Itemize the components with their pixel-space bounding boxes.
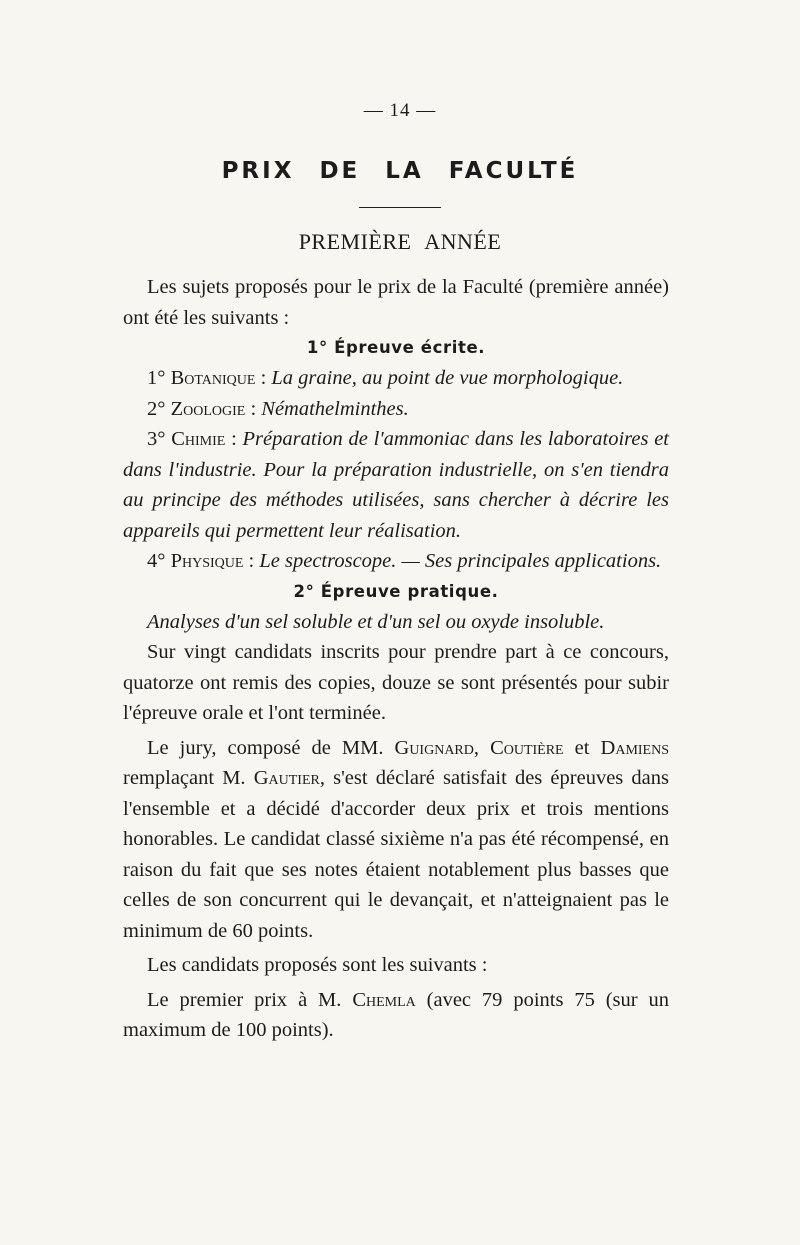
subject-topic: Némathelminthes. [261, 397, 409, 420]
subject-item [123, 394, 669, 425]
proposes-paragraph: Les candidats proposés sont les suivants : [147, 954, 488, 976]
subject-number: 2° [147, 397, 166, 420]
subject-topic: Préparation de l'ammoniac dans les laboratoires et dans l'industrie. Pour la préparation industrielle, on s'en tiendra au principe des méthodes utilisées, sans chercher à décrire les appareils qui permettent leur réalisation. [123, 428, 670, 542]
page-number: — 14 — [363, 100, 437, 121]
epreuve-ecrite-heading: 1° Épreuve écrite. [306, 338, 486, 357]
subject-topic: Le spectroscope. — Ses principales applications. [259, 550, 662, 572]
subject-separator: : [245, 397, 262, 420]
body-text [123, 272, 669, 1046]
intro-paragraph: Les sujets proposés pour le prix de la Faculté (première année) ont été les suivants : [123, 276, 669, 329]
subject-number: 4° [147, 550, 166, 572]
laureate-name: Chemla [352, 988, 416, 1011]
subject-separator: : [243, 550, 260, 572]
subject-item [123, 424, 669, 546]
jury-text-start: Le jury, composé de MM. [147, 736, 395, 759]
jury-separator: , [473, 736, 491, 759]
prix-text-end: (avec 79 points 75 (sur un maximum de 100 points). [123, 988, 669, 1041]
title-divider [359, 207, 441, 208]
epreuve-pratique-heading: 2° Épreuve pratique. [293, 581, 499, 601]
jury-separator: et [563, 736, 601, 759]
subject-name: Zoologie [170, 397, 246, 420]
subject-name: Chimie [171, 428, 226, 450]
jury-text-end: , s'est déclaré satisfait des épreuves dans l'ensemble et a décidé d'accorder deux prix et trois mentions honorables. Le candidat classé sixième n'a pas été récompensé, en raison du fait que ses notes étaient notablement plus basses que celles de son concurrent qui le devançait, et n'atteignaient pas le minimum de 60 points. [123, 767, 669, 942]
premier-prix-paragraph [123, 985, 669, 1046]
section-heading: PREMIÈRE ANNÉE [298, 229, 502, 254]
jury-member-name: Damiens [600, 736, 670, 759]
subject-name: Physique [170, 550, 244, 572]
subject-number: 3° [147, 428, 166, 450]
page-title: PRIX DE LA FACULTÉ [221, 158, 579, 184]
prix-text-start: Le premier prix à M. [147, 988, 353, 1011]
subject-topic: La graine, au point de vue morphologique. [271, 367, 624, 389]
jury-member-name: Guignard [394, 736, 474, 759]
subject-separator: : [255, 367, 272, 389]
candidats-paragraph: Sur vingt candidats inscrits pour prendre part à ce concours, quatorze ont remis des copies, douze se sont présentés pour subir l'épreuve orale et l'ont terminée. [123, 641, 669, 724]
jury-text-mid: remplaçant M. [123, 767, 254, 789]
subject-separator: : [225, 428, 243, 450]
jury-member-name: Gautier [253, 767, 320, 789]
subject-number: 1° [147, 367, 166, 389]
jury-member-name: Coutière [490, 736, 564, 759]
subject-name: Botanique [170, 367, 256, 389]
subject-item [123, 363, 669, 394]
jury-paragraph [123, 733, 669, 947]
epreuve-pratique-text: Analyses d'un sel soluble et d'un sel ou oxyde insoluble. [147, 610, 605, 633]
subject-item [123, 546, 669, 577]
